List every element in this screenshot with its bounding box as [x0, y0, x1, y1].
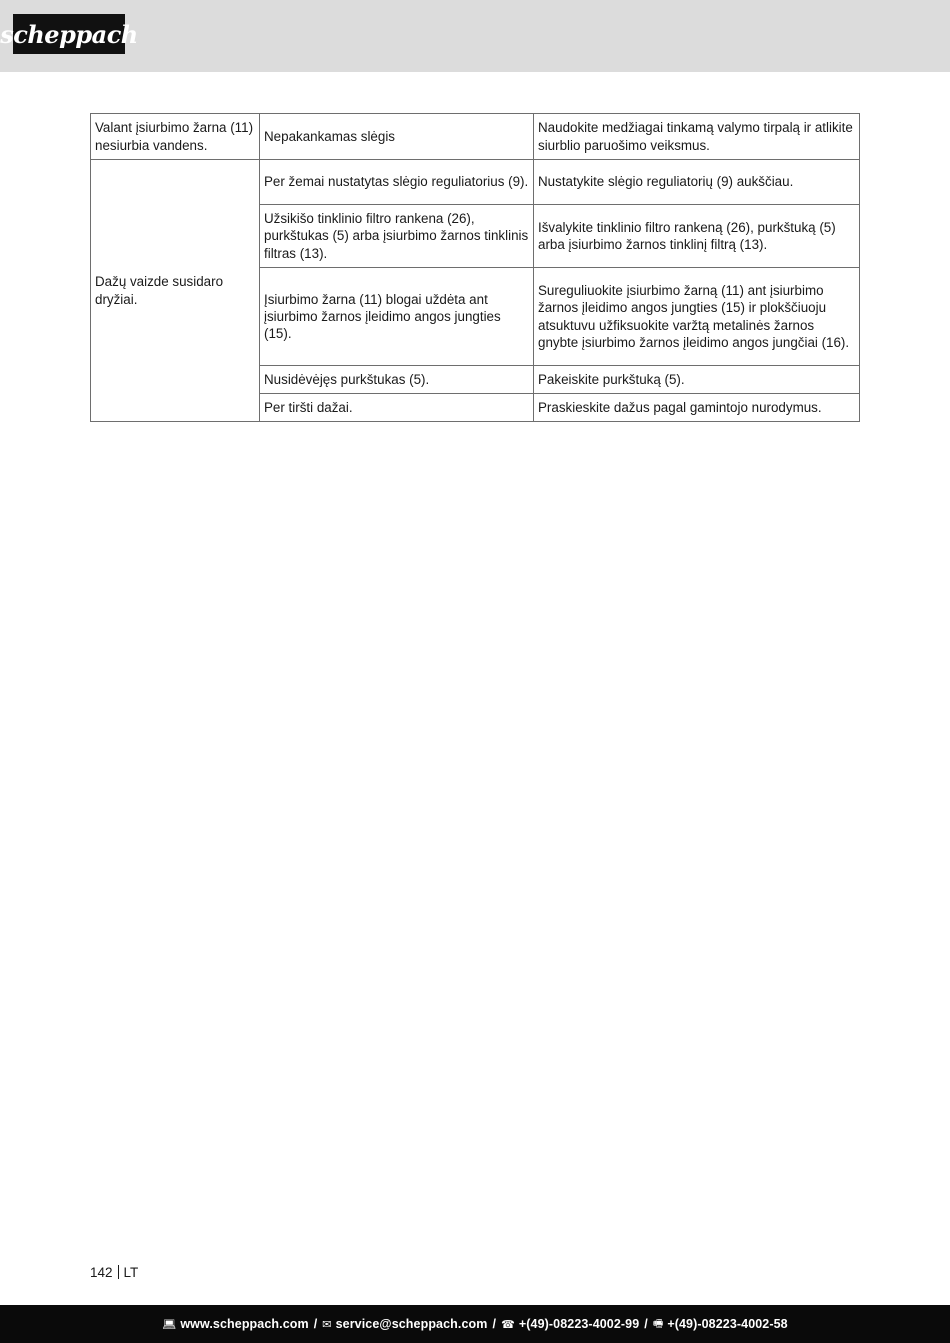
- table-cell-cause: Įsiurbimo žarna (11) blogai uždėta ant įsiurbimo žarnos įleidimo angos jungties (15).: [260, 268, 534, 366]
- footer-contact-bar: [0, 1305, 950, 1343]
- table-row: [91, 160, 860, 205]
- table-cell-cause: Užsikišo tinklinio filtro rankena (26), purkštukas (5) arba įsiurbimo žarnos tinklinis filtras (13).: [260, 205, 534, 268]
- table-cell-remedy: Išvalykite tinklinio filtro rankeną (26), purkštuką (5) arba įsiurbimo žarnos tinklinį filtrą (13).: [534, 205, 860, 268]
- footer-separator: /: [313, 1317, 318, 1331]
- footer-phone: +(49)-08223-4002-99: [518, 1317, 640, 1331]
- header-band: [0, 0, 950, 72]
- page-number-divider: [118, 1265, 119, 1279]
- table-cell-cause: Per tiršti dažai.: [260, 394, 534, 422]
- table-row: [91, 114, 860, 160]
- phone-icon: ☎︎: [501, 1317, 515, 1331]
- table-cell-remedy: Praskieskite dažus pagal gamintojo nurodymus.: [534, 394, 860, 422]
- troubleshooting-table: [90, 113, 860, 422]
- table-cell-problem: Valant įsiurbimo žarna (11) nesiurbia vandens.: [91, 114, 260, 160]
- table-cell-remedy: Nustatykite slėgio reguliatorių (9) aukščiau.: [534, 160, 860, 205]
- table-cell-remedy: Pakeiskite purkštuką (5).: [534, 366, 860, 394]
- table-cell-cause: Per žemai nustatytas slėgio reguliatorius (9).: [260, 160, 534, 205]
- footer-separator: /: [492, 1317, 497, 1331]
- computer-icon: 💻︎: [162, 1317, 177, 1331]
- page-number-value: 142: [90, 1265, 113, 1280]
- scheppach-logo: scheppach: [13, 14, 125, 54]
- table-cell-problem: Dažų vaizde susidaro dryžiai.: [91, 160, 260, 422]
- table-cell-remedy: Sureguliuokite įsiurbimo žarną (11) ant įsiurbimo žarnos įleidimo angos jungties (15) ir plokščiuoju atsuktuvu užfiksuokite varžtą metalinės žarnos gnybte įsiurbimo žarnos įleidimo angos jungčiai (16).: [534, 268, 860, 366]
- table-cell-cause: Nusidėvėjęs purkštukas (5).: [260, 366, 534, 394]
- table-cell-remedy: Naudokite medžiagai tinkamą valymo tirpalą ir atlikite siurblio paruošimo veiksmus.: [534, 114, 860, 160]
- footer-website[interactable]: www.scheppach.com: [180, 1317, 309, 1331]
- footer-email[interactable]: service@scheppach.com: [335, 1317, 488, 1331]
- footer-separator: /: [644, 1317, 648, 1331]
- footer-fax: +(49)-08223-4002-58: [667, 1317, 788, 1331]
- page-number: [90, 1265, 138, 1280]
- mail-icon: ✉︎: [322, 1317, 332, 1331]
- table-cell-cause: Nepakankamas slėgis: [260, 114, 534, 160]
- fax-icon: 🖷︎: [652, 1316, 664, 1330]
- page-language: LT: [123, 1265, 139, 1280]
